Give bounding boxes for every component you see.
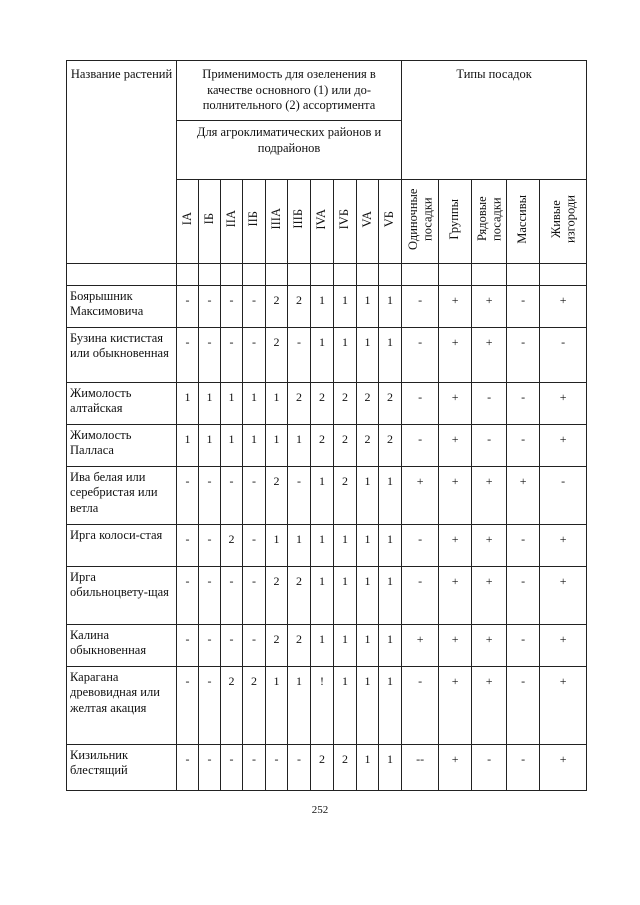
planting-type-value: - bbox=[507, 424, 540, 466]
planting-type-value: - bbox=[507, 666, 540, 744]
table-row bbox=[67, 524, 587, 566]
planting-type-value: + bbox=[439, 624, 472, 666]
zone-value: 1 bbox=[288, 524, 311, 566]
planting-type-value: + bbox=[439, 382, 472, 424]
empty-cell bbox=[311, 263, 334, 285]
planting-type-header: Рядовые посадки bbox=[472, 180, 507, 264]
zone-value: 1 bbox=[379, 285, 402, 327]
planting-type-value: - bbox=[507, 624, 540, 666]
zone-value: - bbox=[221, 327, 243, 382]
planting-type-header: Группы bbox=[439, 180, 472, 264]
header-planting-types: Типы посадок bbox=[402, 61, 587, 180]
zone-value: 1 bbox=[379, 666, 402, 744]
planting-type-value: + bbox=[472, 466, 507, 524]
zone-header: IБ bbox=[199, 180, 221, 264]
planting-type-value: - bbox=[507, 382, 540, 424]
zone-value: - bbox=[199, 327, 221, 382]
zone-value: - bbox=[288, 327, 311, 382]
zone-value: 1 bbox=[357, 566, 379, 624]
zone-value: - bbox=[221, 624, 243, 666]
planting-type-value: - bbox=[507, 566, 540, 624]
planting-type-value: - bbox=[540, 466, 587, 524]
header-zones: Для агроклиматических районов и подрайонов bbox=[177, 121, 402, 180]
zone-value: 1 bbox=[311, 624, 334, 666]
zone-value: 1 bbox=[311, 566, 334, 624]
zone-value: - bbox=[199, 285, 221, 327]
zone-value: 1 bbox=[334, 624, 357, 666]
zone-value: 2 bbox=[288, 285, 311, 327]
zone-value: 2 bbox=[266, 624, 288, 666]
empty-cell bbox=[266, 263, 288, 285]
empty-cell bbox=[439, 263, 472, 285]
planting-type-value: - bbox=[472, 744, 507, 790]
zone-value: - bbox=[177, 327, 199, 382]
zone-value: 2 bbox=[266, 327, 288, 382]
zone-value: - bbox=[221, 744, 243, 790]
zone-value: 1 bbox=[311, 524, 334, 566]
zone-value: 1 bbox=[177, 382, 199, 424]
zone-header: IVБ bbox=[334, 180, 357, 264]
planting-type-value: - bbox=[507, 327, 540, 382]
empty-cell bbox=[402, 263, 439, 285]
zone-value: - bbox=[177, 466, 199, 524]
zone-value: 2 bbox=[379, 382, 402, 424]
plant-name: Жимолость алтайская bbox=[67, 382, 177, 424]
planting-type-value: + bbox=[540, 285, 587, 327]
zone-value: - bbox=[243, 566, 266, 624]
planting-type-value: + bbox=[472, 524, 507, 566]
header-applicability: Применимость для озеленения в качестве основного (1) или до-полнительного (2) ассортимента bbox=[177, 61, 402, 121]
empty-cell bbox=[288, 263, 311, 285]
planting-type-value: + bbox=[540, 744, 587, 790]
empty-cell bbox=[177, 263, 199, 285]
zone-value: 1 bbox=[334, 285, 357, 327]
zone-value: 2 bbox=[266, 466, 288, 524]
table-row bbox=[67, 424, 587, 466]
zone-header: VA bbox=[357, 180, 379, 264]
zone-header: VБ bbox=[379, 180, 402, 264]
zone-value: - bbox=[288, 744, 311, 790]
header-plant-name: Название растений bbox=[67, 61, 177, 264]
planting-type-value: - bbox=[540, 327, 587, 382]
zone-value: 1 bbox=[357, 285, 379, 327]
zone-value: 1 bbox=[243, 382, 266, 424]
zone-value: ! bbox=[311, 666, 334, 744]
zone-value: 1 bbox=[243, 424, 266, 466]
planting-type-value: + bbox=[439, 327, 472, 382]
zone-value: 1 bbox=[357, 327, 379, 382]
empty-cell bbox=[199, 263, 221, 285]
zone-value: - bbox=[199, 566, 221, 624]
planting-type-value: - bbox=[402, 566, 439, 624]
plant-name: Ива белая или серебристая или ветла bbox=[67, 466, 177, 524]
zone-value: 1 bbox=[334, 566, 357, 624]
zone-value: 1 bbox=[266, 666, 288, 744]
planting-type-value: + bbox=[540, 524, 587, 566]
planting-type-value: - bbox=[402, 382, 439, 424]
zone-value: 1 bbox=[379, 566, 402, 624]
zone-value: 2 bbox=[311, 382, 334, 424]
planting-type-value: + bbox=[540, 666, 587, 744]
zone-value: - bbox=[177, 624, 199, 666]
planting-type-value: -- bbox=[402, 744, 439, 790]
zone-value: - bbox=[243, 327, 266, 382]
planting-type-value: + bbox=[439, 666, 472, 744]
planting-type-value: - bbox=[402, 666, 439, 744]
planting-type-value: + bbox=[540, 624, 587, 666]
zone-value: 1 bbox=[379, 466, 402, 524]
zone-value: - bbox=[199, 624, 221, 666]
planting-type-value: + bbox=[540, 424, 587, 466]
zone-value: 1 bbox=[357, 744, 379, 790]
zone-value: 1 bbox=[334, 327, 357, 382]
zone-value: - bbox=[199, 466, 221, 524]
plant-name: Калина обыкновенная bbox=[67, 624, 177, 666]
planting-type-value: + bbox=[472, 666, 507, 744]
planting-type-value: + bbox=[439, 566, 472, 624]
planting-type-header: Массивы bbox=[507, 180, 540, 264]
zone-value: 2 bbox=[334, 424, 357, 466]
zone-value: - bbox=[177, 566, 199, 624]
planting-type-value: + bbox=[402, 624, 439, 666]
empty-cell bbox=[357, 263, 379, 285]
planting-type-value: + bbox=[439, 744, 472, 790]
zone-value: 2 bbox=[334, 382, 357, 424]
plant-name: Кизильник блестящий bbox=[67, 744, 177, 790]
zone-value: 1 bbox=[357, 524, 379, 566]
zone-value: 2 bbox=[266, 566, 288, 624]
plant-name: Бузина кистистая или обыкновенная bbox=[67, 327, 177, 382]
zone-value: 1 bbox=[357, 624, 379, 666]
empty-cell bbox=[379, 263, 402, 285]
plant-name: Карагана древовидная или желтая акация bbox=[67, 666, 177, 744]
zone-value: 1 bbox=[266, 524, 288, 566]
table-row bbox=[67, 666, 587, 744]
table-row bbox=[67, 285, 587, 327]
zone-value: 2 bbox=[334, 744, 357, 790]
zone-value: - bbox=[199, 744, 221, 790]
planting-type-value: + bbox=[540, 382, 587, 424]
planting-type-value: - bbox=[507, 524, 540, 566]
zone-header: IIIA bbox=[266, 180, 288, 264]
planting-type-value: + bbox=[472, 327, 507, 382]
zone-value: 1 bbox=[357, 466, 379, 524]
zone-value: 2 bbox=[334, 466, 357, 524]
zone-value: - bbox=[177, 744, 199, 790]
zone-value: - bbox=[199, 524, 221, 566]
zone-value: 1 bbox=[266, 382, 288, 424]
zone-header: IIA bbox=[221, 180, 243, 264]
zone-value: 2 bbox=[311, 424, 334, 466]
zone-value: 1 bbox=[221, 382, 243, 424]
zone-value: - bbox=[177, 524, 199, 566]
table-row bbox=[67, 466, 587, 524]
zone-value: - bbox=[177, 666, 199, 744]
zone-value: - bbox=[221, 466, 243, 524]
zone-value: 1 bbox=[379, 327, 402, 382]
zone-value: 1 bbox=[311, 285, 334, 327]
empty-cell bbox=[67, 263, 177, 285]
zone-header: IVA bbox=[311, 180, 334, 264]
planting-type-value: + bbox=[507, 466, 540, 524]
plant-name: Ирга колоси-стая bbox=[67, 524, 177, 566]
planting-type-value: - bbox=[402, 524, 439, 566]
planting-type-value: + bbox=[472, 285, 507, 327]
zone-value: 2 bbox=[221, 524, 243, 566]
planting-type-value: - bbox=[402, 424, 439, 466]
planting-type-value: - bbox=[507, 744, 540, 790]
zone-value: 2 bbox=[379, 424, 402, 466]
planting-type-value: + bbox=[439, 466, 472, 524]
zone-value: - bbox=[177, 285, 199, 327]
zone-value: 2 bbox=[221, 666, 243, 744]
zone-value: - bbox=[221, 566, 243, 624]
zone-value: 2 bbox=[288, 566, 311, 624]
zone-value: 1 bbox=[379, 624, 402, 666]
zone-value: 2 bbox=[243, 666, 266, 744]
zone-value: 2 bbox=[357, 382, 379, 424]
zone-value: - bbox=[243, 285, 266, 327]
table-row bbox=[67, 382, 587, 424]
zone-value: 2 bbox=[266, 285, 288, 327]
planting-type-value: + bbox=[472, 566, 507, 624]
zone-value: 1 bbox=[311, 327, 334, 382]
zone-value: 1 bbox=[288, 666, 311, 744]
plant-name: Ирга обильноцвету-щая bbox=[67, 566, 177, 624]
planting-type-value: + bbox=[540, 566, 587, 624]
planting-type-value: + bbox=[439, 524, 472, 566]
empty-cell bbox=[243, 263, 266, 285]
zone-value: 1 bbox=[311, 466, 334, 524]
zone-value: 1 bbox=[199, 424, 221, 466]
zone-value: 1 bbox=[221, 424, 243, 466]
empty-cell bbox=[472, 263, 507, 285]
zone-value: - bbox=[243, 624, 266, 666]
planting-type-header: Одиночные посадки bbox=[402, 180, 439, 264]
plant-name: Жимолость Палласа bbox=[67, 424, 177, 466]
zone-header: IA bbox=[177, 180, 199, 264]
zone-value: 2 bbox=[311, 744, 334, 790]
planting-type-value: - bbox=[472, 424, 507, 466]
zone-value: 2 bbox=[357, 424, 379, 466]
zone-value: - bbox=[243, 524, 266, 566]
table-row bbox=[67, 624, 587, 666]
zone-value: 1 bbox=[266, 424, 288, 466]
empty-cell bbox=[507, 263, 540, 285]
zone-value: - bbox=[199, 666, 221, 744]
zone-value: 2 bbox=[288, 624, 311, 666]
zone-value: 1 bbox=[199, 382, 221, 424]
planting-type-value: - bbox=[402, 327, 439, 382]
table-row bbox=[67, 744, 587, 790]
zone-value: - bbox=[221, 285, 243, 327]
zone-value: 1 bbox=[334, 524, 357, 566]
zone-value: 1 bbox=[334, 666, 357, 744]
planting-type-value: + bbox=[472, 624, 507, 666]
empty-cell bbox=[334, 263, 357, 285]
table-row bbox=[67, 327, 587, 382]
zone-value: - bbox=[243, 466, 266, 524]
zone-value: 1 bbox=[288, 424, 311, 466]
planting-type-header: Живые изгороди bbox=[540, 180, 587, 264]
zone-value: 1 bbox=[357, 666, 379, 744]
zone-value: - bbox=[288, 466, 311, 524]
planting-type-value: - bbox=[507, 285, 540, 327]
planting-type-value: + bbox=[439, 424, 472, 466]
table-row bbox=[67, 566, 587, 624]
zone-value: 1 bbox=[379, 524, 402, 566]
zone-value: 1 bbox=[379, 744, 402, 790]
zone-value: 1 bbox=[177, 424, 199, 466]
planting-type-value: + bbox=[402, 466, 439, 524]
empty-cell bbox=[221, 263, 243, 285]
zone-header: IIБ bbox=[243, 180, 266, 264]
zone-value: 2 bbox=[288, 382, 311, 424]
zone-value: - bbox=[243, 744, 266, 790]
zone-header: IIIБ bbox=[288, 180, 311, 264]
planting-type-value: - bbox=[472, 382, 507, 424]
planting-type-value: - bbox=[402, 285, 439, 327]
plant-name: Боярышник Максимовича bbox=[67, 285, 177, 327]
zone-value: - bbox=[266, 744, 288, 790]
planting-type-value: + bbox=[439, 285, 472, 327]
empty-cell bbox=[540, 263, 587, 285]
page-number: 252 bbox=[311, 804, 329, 816]
plant-assortment-table bbox=[66, 60, 587, 791]
